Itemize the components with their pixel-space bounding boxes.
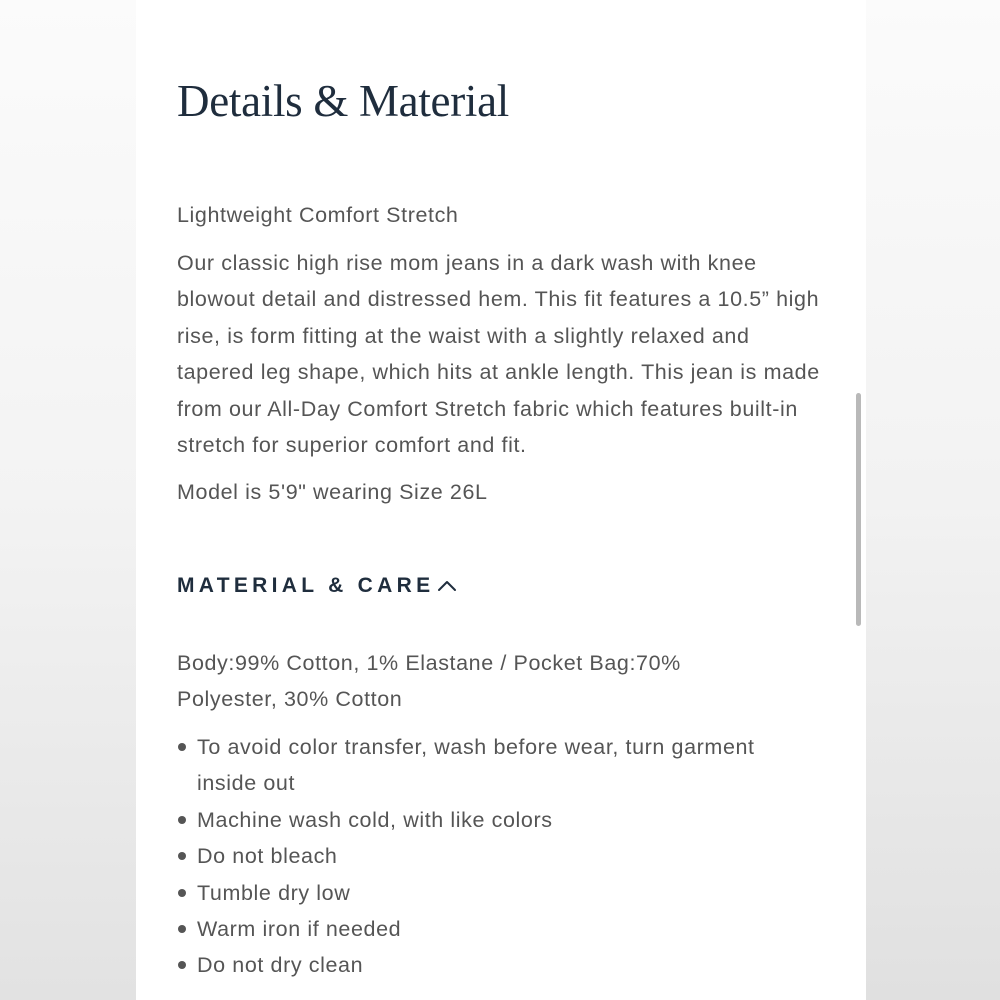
care-instruction: Do not dry clean (197, 953, 364, 978)
chevron-up-icon (436, 578, 458, 594)
details-panel (136, 0, 866, 1000)
page-backdrop-right (866, 0, 1000, 1000)
bullet-icon (178, 961, 186, 969)
care-instruction: Warm iron if needed (197, 917, 402, 942)
list-item (177, 947, 817, 983)
bullet-icon (178, 889, 186, 897)
fabric-subtitle: Lightweight Comfort Stretch (177, 203, 459, 227)
bullet-icon (178, 743, 186, 751)
material-care-heading: MATERIAL & CARE (177, 574, 435, 597)
material-care-toggle[interactable] (177, 574, 458, 598)
list-item (177, 802, 817, 838)
care-instruction: Tumble dry low (197, 880, 351, 905)
page-title: Details & Material (177, 76, 509, 126)
list-item (177, 729, 817, 802)
model-info: Model is 5'9" wearing Size 26L (177, 480, 488, 504)
care-instructions-list (177, 729, 817, 984)
product-description: Our classic high rise mom jeans in a dark wash with knee blowout detail and distressed hem. This fit features a 10.5” high rise, is form fitting at the waist with a slightly relaxed and tapered leg shape, which hits at ankle length. This jean is made from our All-Day Comfort Stretch fabric which features built-in stretch for superior comfort and fit. (177, 251, 820, 458)
bullet-icon (178, 925, 186, 933)
bullet-icon (178, 816, 186, 824)
care-instruction: To avoid color transfer, wash before wear, turn garment inside out (197, 735, 755, 796)
list-item (177, 875, 817, 911)
bullet-icon (178, 852, 186, 860)
scrollbar-thumb[interactable] (856, 393, 861, 626)
list-item (177, 838, 817, 874)
page-backdrop-left (0, 0, 136, 1000)
care-instruction: Do not bleach (197, 844, 338, 869)
fabric-composition: Body:99% Cotton, 1% Elastane / Pocket Bag:70% Polyester, 30% Cotton (177, 651, 681, 712)
care-instruction: Machine wash cold, with like colors (197, 807, 553, 832)
list-item (177, 911, 817, 947)
